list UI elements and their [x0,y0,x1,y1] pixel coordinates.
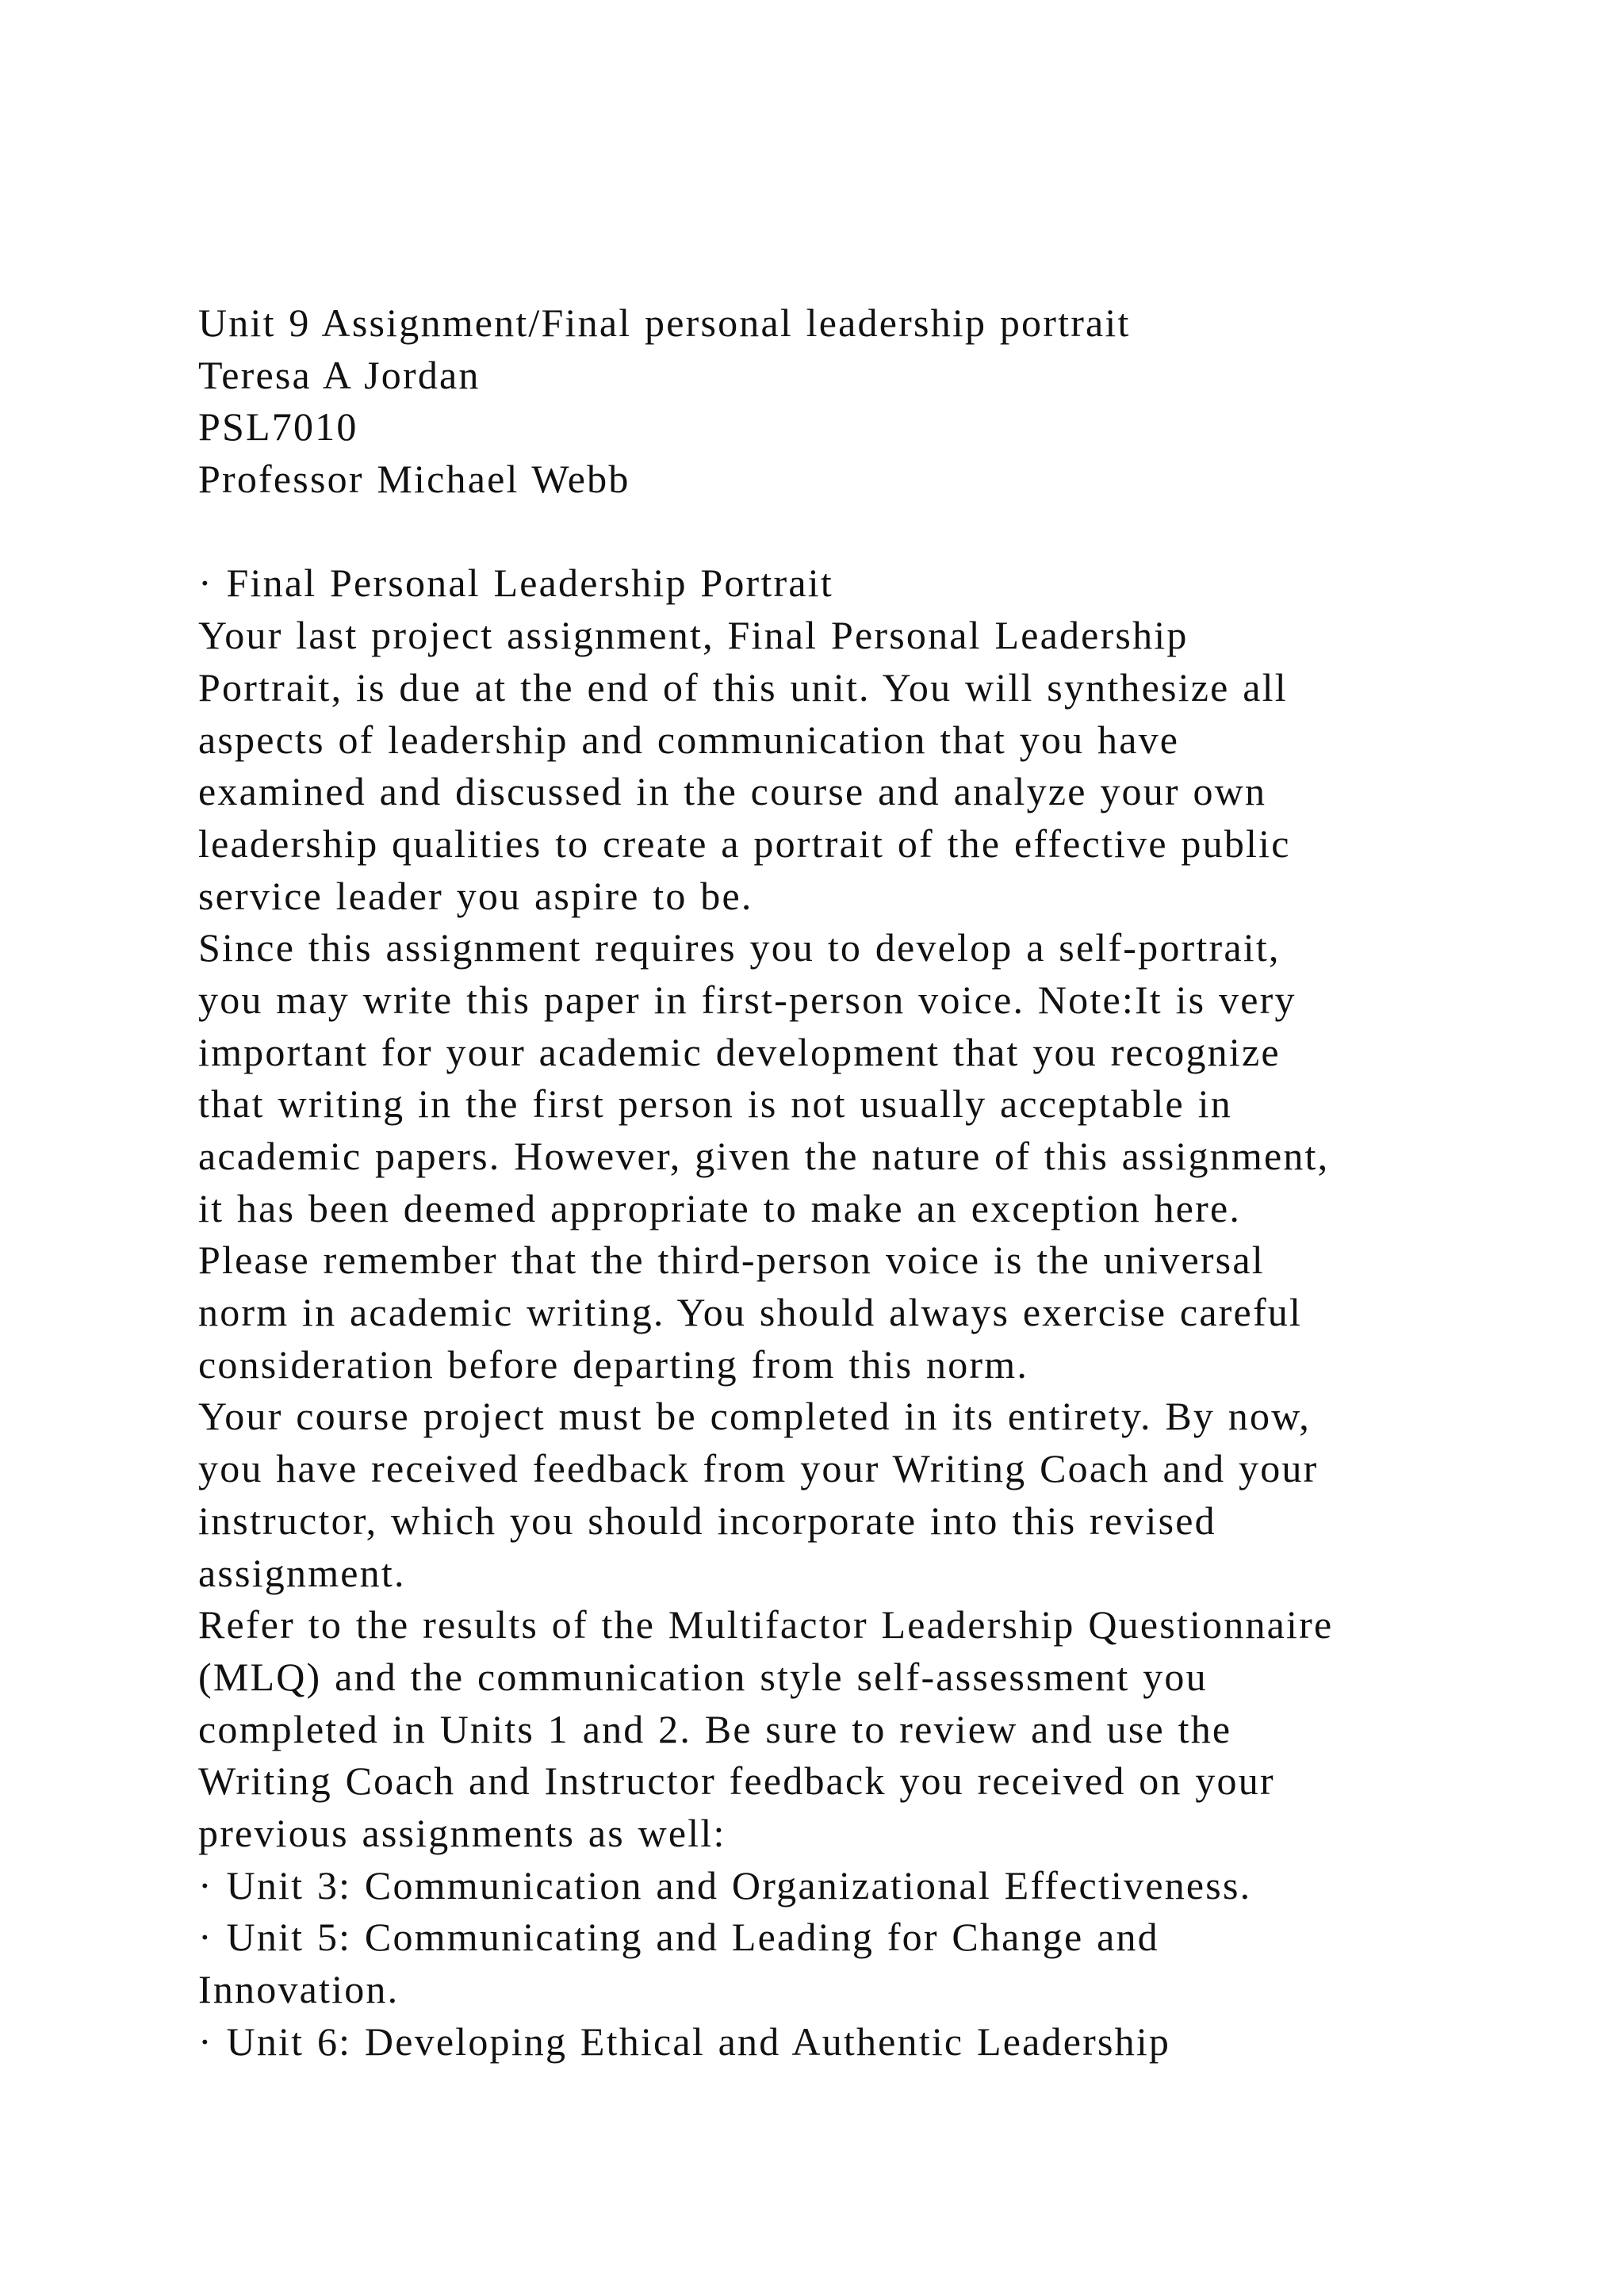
body-line: you may write this paper in first-person voice. Note:It is very [198,977,1297,1022]
professor-name: Professor Michael Webb [198,457,630,502]
body-line: norm in academic writing. You should always exercise careful [198,1290,1303,1335]
body-line: important for your academic development that you recognize [198,1029,1281,1074]
body-line: consideration before departing from this norm. [198,1341,1029,1387]
bullet-item: · Unit 5: Communicating and Leading for Change and [198,1915,1159,1960]
body-line: service leader you aspire to be. [198,873,753,918]
student-name: Teresa A Jordan [198,352,481,397]
body-line: examined and discussed in the course and analyze your own [198,769,1267,814]
body-line: Since this assignment requires you to develop a self-portrait, [198,925,1281,970]
section-heading: · Final Personal Leadership Portrait [198,561,833,606]
body-line: Refer to the results of the Multifactor Leadership Questionnaire [198,1602,1334,1647]
body-line: Your last project assignment, Final Personal Leadership [198,613,1189,658]
assignment-title: Unit 9 Assignment/Final personal leadership portrait [198,300,1131,345]
body-line: you have received feedback from your Writing Coach and your [198,1446,1319,1491]
body-line: (MLQ) and the communication style self-assessment you [198,1654,1208,1699]
body-line: Writing Coach and Instructor feedback you received on your [198,1758,1275,1804]
body-line: Please remember that the third-person voice is the universal [198,1238,1265,1283]
bullet-item: · Unit 3: Communication and Organizational Effectiveness. [198,1862,1252,1908]
body-line: instructor, which you should incorporate into this revised [198,1498,1216,1543]
course-code: PSL7010 [198,404,358,450]
body-line: leadership qualities to create a portrait of the effective public [198,821,1291,866]
body-line: it has been deemed appropriate to make an exception here. [198,1185,1242,1230]
body-line: that writing in the first person is not usually acceptable in [198,1081,1232,1127]
bullet-item-continuation: Innovation. [198,1967,400,2011]
body-line: Portrait, is due at the end of this unit. You will synthesize all [198,664,1288,710]
body-line: assignment. [198,1550,406,1595]
body-line: aspects of leadership and communication that you have [198,717,1180,762]
body-line: completed in Units 1 and 2. Be sure to review and use the [198,1706,1232,1751]
body-line: previous assignments as well: [198,1810,726,1855]
document-body [198,297,1594,2068]
bullet-item: · Unit 6: Developing Ethical and Authentic Leadership [198,2019,1171,2064]
body-line: academic papers. However, given the nature of this assignment, [198,1134,1330,1178]
blank-line [198,506,1594,558]
body-line: Your course project must be completed in its entirety. By now, [198,1394,1311,1439]
